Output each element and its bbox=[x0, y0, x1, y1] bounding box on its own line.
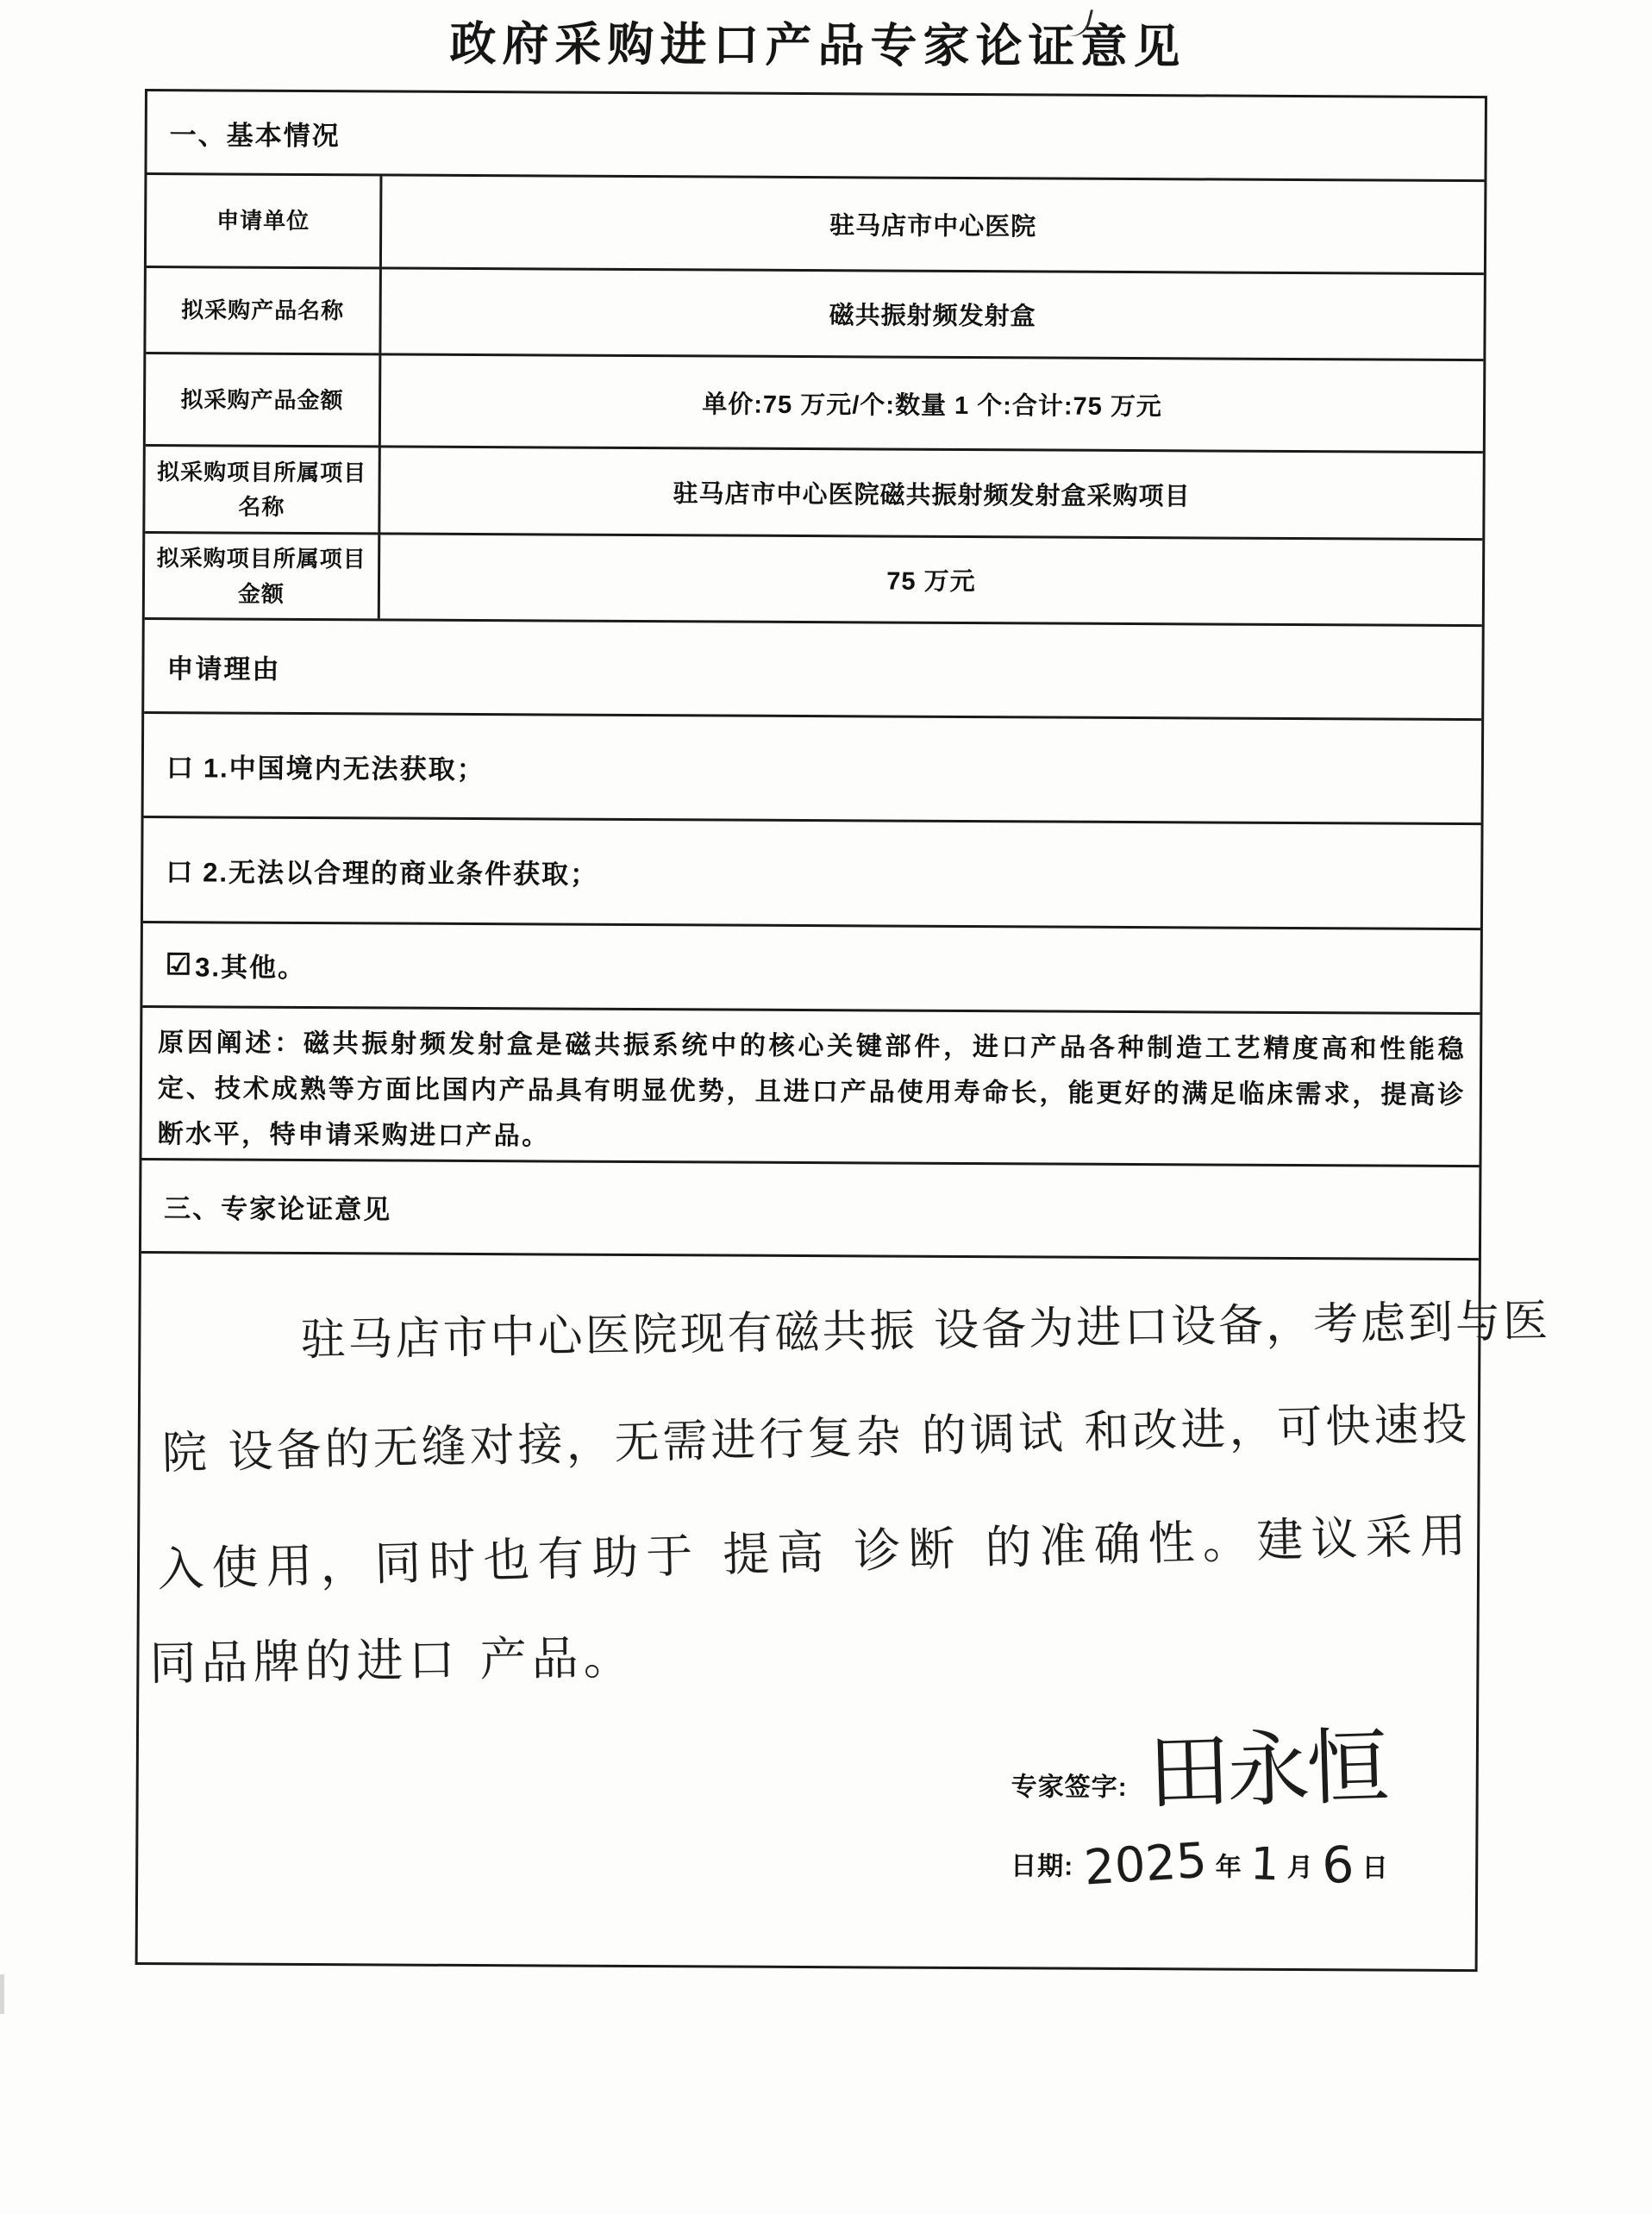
handwritten-opinion-line: 入使用，同时也有助于 提高 诊断 的准确性。建议采用 bbox=[156, 1508, 1475, 1598]
handwritten-opinion-line: 驻马店市中心医院现有磁共振 设备为进口设备，考虑到与医 bbox=[300, 1295, 1551, 1367]
handwritten-month: 1 bbox=[1248, 1838, 1280, 1892]
section-expert-opinion-header-row bbox=[141, 1160, 1480, 1260]
reason-option-3 bbox=[142, 923, 1480, 1012]
reason-header-row bbox=[144, 620, 1482, 721]
handwritten-signature: 田永恒 bbox=[1146, 1717, 1387, 1822]
reason-option-1 bbox=[144, 714, 1482, 822]
field-value-project-name: 驻马店市中心医院磁共振射频发射盒采购项目 bbox=[673, 479, 1191, 510]
field-label-project-amount: 拟采购项目所属项目金额 bbox=[145, 534, 381, 618]
reason-option-1-row bbox=[144, 714, 1482, 825]
field-label-product-name: 拟采购产品名称 bbox=[146, 268, 382, 353]
table-row-project-name bbox=[145, 447, 1483, 541]
date-block bbox=[1011, 1832, 1397, 1897]
document-title: 政府采购进口产品专家论证意见 bbox=[449, 18, 1186, 73]
day-unit-label: 日 bbox=[1361, 1854, 1388, 1883]
field-value-product-name: 磁共振射频发射盒 bbox=[829, 302, 1036, 331]
date-label: 日期: bbox=[1011, 1852, 1074, 1881]
month-unit-label: 月 bbox=[1286, 1853, 1313, 1883]
statement-row bbox=[141, 1008, 1480, 1167]
expert-opinion-row bbox=[138, 1254, 1551, 1969]
signature-label: 专家签字: bbox=[1011, 1773, 1128, 1802]
handwritten-day: 6 bbox=[1320, 1835, 1355, 1896]
form-table bbox=[135, 89, 1551, 1972]
handwritten-year: 2025 bbox=[1082, 1832, 1209, 1897]
table-row-project-amount bbox=[145, 534, 1483, 627]
table-row-product-name bbox=[146, 268, 1484, 361]
field-label-applicant: 申请单位 bbox=[147, 175, 383, 266]
reason-header: 申请理由 bbox=[166, 653, 281, 685]
scan-edge-artifact bbox=[0, 1974, 4, 2014]
field-value-product-amount: 单价:75 万元/个:数量 1 个:合计:75 万元 bbox=[702, 390, 1162, 421]
reason-option-3-row bbox=[142, 923, 1480, 1015]
checkbox-unchecked-icon: 口 bbox=[166, 857, 195, 888]
reason-option-1-text: 1.中国境内无法获取； bbox=[203, 752, 485, 785]
reason-option-3-text: 3.其他。 bbox=[195, 952, 307, 983]
table-row-applicant bbox=[147, 175, 1485, 275]
table-row-product-amount bbox=[146, 354, 1484, 453]
field-value-applicant: 驻马店市中心医院 bbox=[829, 212, 1037, 241]
expert-signature-block bbox=[1011, 1717, 1387, 1822]
year-unit-label: 年 bbox=[1215, 1853, 1242, 1882]
section-expert-opinion-title: 三、专家论证意见 bbox=[164, 1193, 392, 1225]
handwritten-opinion-line: 院 设备的无缝对接，无需进行复杂 的调试 和改进，可快速投 bbox=[161, 1398, 1472, 1480]
section-basic-info-title: 一、基本情况 bbox=[169, 119, 341, 151]
reason-option-2-row bbox=[143, 818, 1481, 930]
reason-option-2 bbox=[143, 818, 1481, 928]
checkbox-checked-icon: ☑ bbox=[165, 948, 194, 981]
handwritten-opinion-line: 同品牌的进口 产品。 bbox=[149, 1630, 636, 1691]
expert-opinion-area bbox=[138, 1254, 1551, 1969]
field-label-project-name: 拟采购项目所属项目名称 bbox=[145, 447, 381, 532]
field-value-project-amount: 75 万元 bbox=[886, 567, 976, 597]
field-label-product-amount: 拟采购产品金额 bbox=[146, 354, 382, 445]
checkbox-unchecked-icon: 口 bbox=[166, 752, 195, 783]
section-basic-info-header-row bbox=[147, 91, 1484, 182]
statement-text: 原因阐述：磁共振射频发射盒是磁共振系统中的核心关键部件，进口产品各种制造工艺精度高和性能稳定、技术成熟等方面比国内产品具有明显优势，且进口产品使用寿命长，能更好的满足临床需求，提高诊断水平，特申请采购进口产品。 bbox=[157, 1029, 1467, 1151]
reason-option-2-text: 2.无法以合理的商业条件获取； bbox=[203, 857, 599, 890]
